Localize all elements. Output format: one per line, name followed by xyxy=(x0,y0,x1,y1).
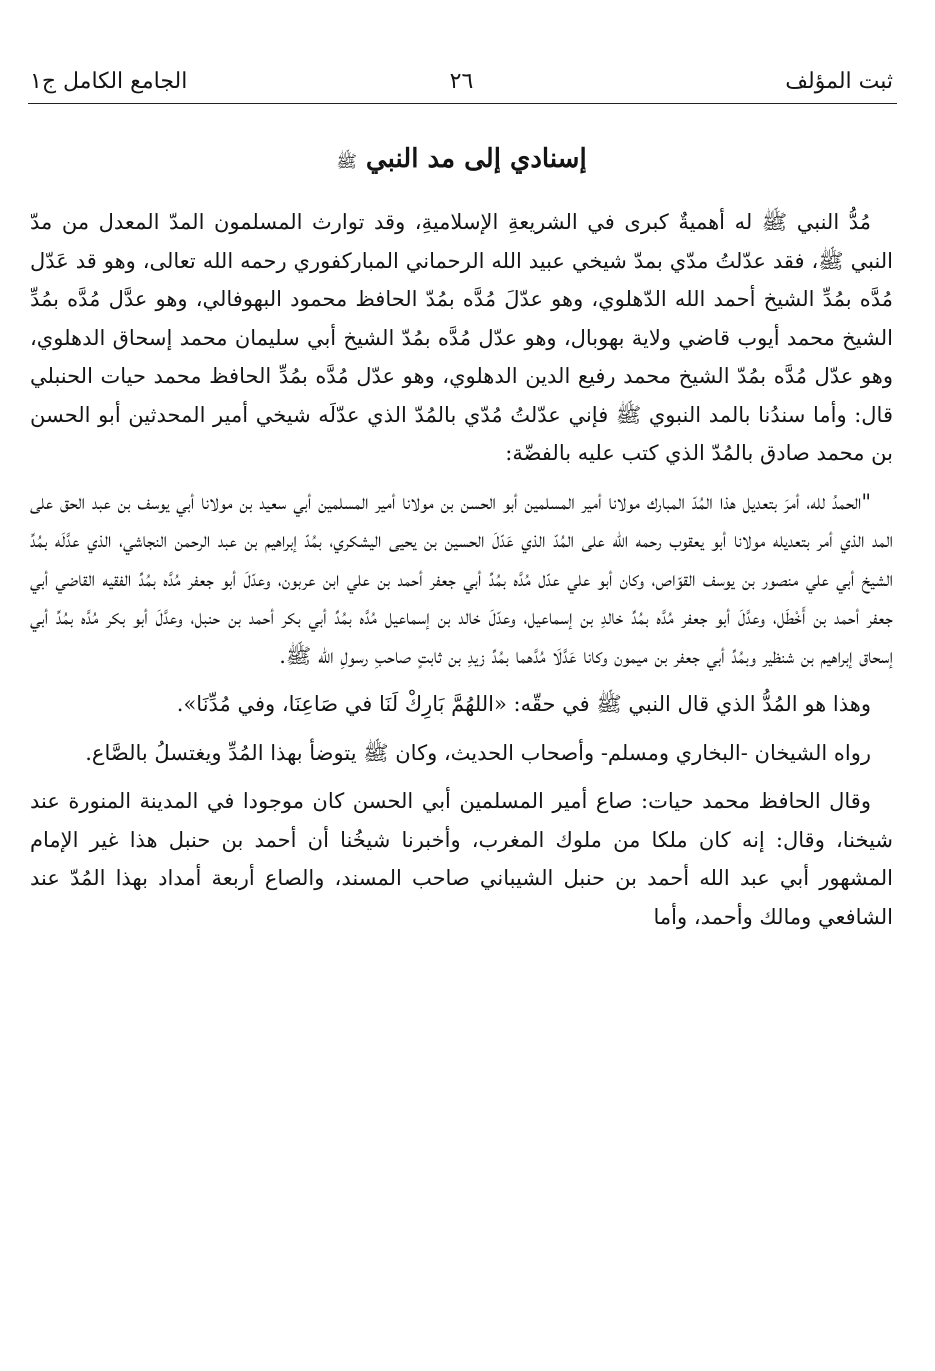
paragraph-narration: رواه الشيخان -البخاري ومسلم- وأصحاب الحديث، وكان ﷺ يتوضأ بهذا المُدِّ ويغتسلُ بالصَّاع. xyxy=(85,740,871,765)
header-rule xyxy=(28,103,897,104)
salawat-glyph: ﷺ xyxy=(336,152,357,172)
paragraph-intro: مُدُّ النبي ﷺ له أهميةٌ كبرى في الشريعةِ الإسلاميةِ، وقد توارث المسلمون المدّ المعدل من مدّ النبي ﷺ، فقد عدّلتُ مدّي بمدّ شيخي عبيد الله الرحماني المباركفوري رحمه الله تعالى، وهو قد عَدّل مُدَّه بمُدِّ الشيخ أحمد الله الدّهلوي، وهو عدّلَ مُدَّه بمُدّ الحافظ محمود البهوفالي، وهو عدَّل مُدَّه بمُدِّ الشيخ محمد أيوب قاضي ولاية بهوبال، وهو عدّل مُدَّه بمُدّ الشيخ أبي سليمان محمد إسحاق الدهلوي، وهو عدّل مُدَّه بمُدّ الشيخ محمد رفيع الدين الدهلوي، وهو عدّل مُدَّه بمُدِّ الحافظ محمد حيات الحنبلي قال: وأما سندُنا بالمد النبوي ﷺ فإني عدّلتُ مُدّي بالمُدّ الذي عدّلَه شيخي أمير المحدثين أبو الحسن بن محمد صادق بالمُدّ الذي كتب عليه بالفضّة: xyxy=(30,210,893,465)
body-text xyxy=(30,203,893,936)
paragraph-inscription: "الحمدُ لله، أمرَ بتعديل هذا المُدّ المبارك مولانا أمير المسلمين أبو الحسن بن مولانا أمير المسلمين أبي سعيد بن مولانا أبي يوسف بن عبد الحق على المد الذي أمر بتعديله مولانا أبو يعقوب رحمه الله على المُدّ الذي عَدّلَ الحسين بن يحيى اليشكري، بمُدّ إبراهيم بن عبد الرحمن النجاشي، الذي عدَّلَه بمُدِّ الشيخ أبي علي منصور بن يوسف القوّاص، وكان أبو علي عدّل مُدَّه بمُدِّ أبي جعفر أحمد بن علي ابن عربون، وعدّلَ أبو جعفر مُدَّه بمُدِّ الفقيه القاضي أبي جعفر أحمد بن أَخْطَل، وعدَّلَ أبو جعفر مُدَّه بمُدِّ خالدِ بن إسماعيل، وعدّلَ خالد بن إسماعيل مُدَّه بمُدِّ أبي بكر أحمد بن حنبل، وعدَّلَ أبو بكر مُدَّه بمُدِّ أبي إسحاق إبراهيم بن شنظير وبمُدِّ أبي جعفر بن ميمون وكانا عَدَّلَا مُدَّهما بمُدِّ زيدِ بن ثابتٍ صاحبِ رسولِ الله ﷺ. xyxy=(30,489,893,668)
page-number: ٢٦ xyxy=(449,69,474,94)
header-book-title: الجامع الكامل ج١ xyxy=(30,69,188,94)
running-header xyxy=(30,66,893,98)
chapter-title-text: إسنادي إلى مد النبي xyxy=(365,144,587,174)
header-section-title: ثبت المؤلف xyxy=(785,69,893,94)
paragraph-hafiz: وقال الحافظ محمد حيات: صاع أمير المسلمين أبي الحسن كان موجودا في المدينة المنورة عند شيخنا، وقال: إنه كان ملكا من ملوك المغرب، وأخبرنا شيخُنا أن أحمد بن حنبل هذا غير الإمام المشهور أبي عبد الله أحمد بن حنبل الشيباني صاحب المسند، والصاع أربعة أمداد بهذا المُدّ عند الشافعي ومالك وأحمد، وأما xyxy=(30,789,893,929)
paragraph-hadith: وهذا هو المُدُّ الذي قال النبي ﷺ في حقّه: «اللهُمَّ بَارِكْ لَنَا في صَاعِنَا، وفي مُدِّنَا». xyxy=(176,692,871,716)
chapter-title xyxy=(30,138,893,183)
